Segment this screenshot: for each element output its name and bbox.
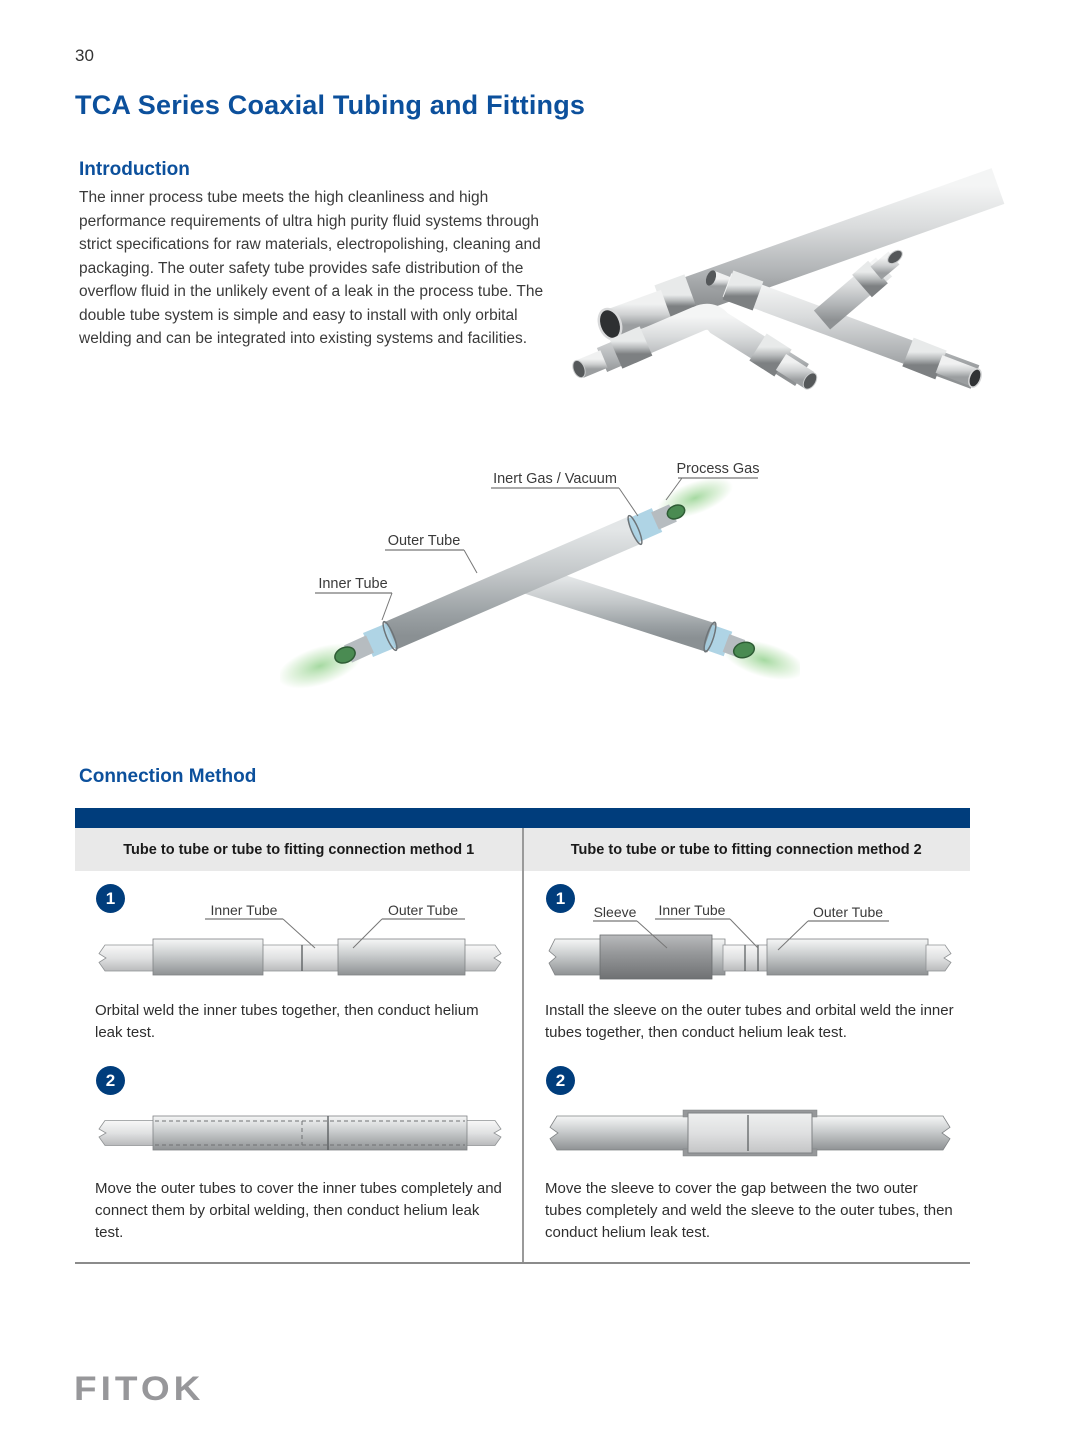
fitok-logo: FITOK — [74, 1369, 205, 1408]
page-title: TCA Series Coaxial Tubing and Fittings — [75, 90, 586, 120]
connection-method-heading: Connection Method — [79, 766, 257, 787]
label-outer-tube: Outer Tube — [812, 904, 884, 920]
outer-tube-right-shape — [767, 939, 928, 975]
intro-body-text: The inner process tube meets the high cleanliness and high performance requirements of ultra high purity fluid systems through strict specifications for raw materials, electropolishing, cleaning and packaging. The outer safety tube provides safe distribution of the overflow fluid in the unlikely event of a leak in the process tube. The double tube system is simple and easy to install with only orbital welding and can be integrated into existing systems and facilities. — [79, 189, 544, 347]
method1-step2-badge: 2 — [96, 1066, 125, 1095]
coaxial-tee-diagram — [280, 440, 800, 690]
method-2-title: Tube to tube or tube to fitting connection method 2 — [570, 841, 922, 858]
branch-tube — [525, 578, 756, 660]
label-inner-tube: Inner Tube — [318, 576, 388, 592]
page-number: 30 — [75, 46, 94, 65]
method1-step1-text: Orbital weld the inner tubes together, then conduct helium leak test. — [95, 1002, 479, 1041]
column-divider — [522, 828, 524, 1264]
label-inner-tube: Inner Tube — [658, 902, 726, 918]
method1-step2-text: Move the outer tubes to cover the inner tubes completely and connect them by orbital welding, then conduct helium leak test. — [95, 1180, 502, 1241]
method1-step2-diagram — [95, 1105, 505, 1165]
method2-step2-text: Move the sleeve to cover the gap between the two outer tubes completely and weld the sleeve to the outer tubes, then conduct helium leak test. — [545, 1180, 953, 1241]
table-bottom-border — [75, 1262, 970, 1264]
method2-step1-diagram — [545, 898, 955, 995]
method1-step1-diagram — [95, 898, 505, 995]
label-outer-tube: Outer Tube — [387, 902, 459, 918]
intro-heading: Introduction — [79, 159, 190, 180]
inner-tube-right-shape — [926, 945, 951, 971]
sleeve-shape — [600, 935, 712, 979]
method1-step1-badge: 1 — [96, 884, 125, 913]
label-inert-gas-vacuum: Inert Gas / Vacuum — [493, 471, 617, 487]
label-process-gas: Process Gas — [676, 461, 760, 477]
method-1-title: Tube to tube or tube to fitting connection method 1 — [123, 841, 475, 858]
method2-step1-badge: 1 — [546, 884, 575, 913]
inner-tube-shape — [723, 945, 769, 971]
method2-step2-diagram — [545, 1105, 955, 1165]
sleeve-shape — [688, 1113, 812, 1153]
product-photo — [562, 146, 1007, 431]
label-inner-tube: Inner Tube — [210, 902, 278, 918]
label-outer-tube: Outer Tube — [387, 533, 461, 549]
method2-step1-text: Install the sleeve on the outer tubes and orbital weld the inner tubes together, then conduct helium leak test. — [545, 1002, 954, 1041]
outer-tube-left-shape — [153, 939, 263, 975]
method2-step2-badge: 2 — [546, 1066, 575, 1095]
table-top-bar — [75, 808, 970, 828]
label-sleeve: Sleeve — [593, 904, 637, 920]
